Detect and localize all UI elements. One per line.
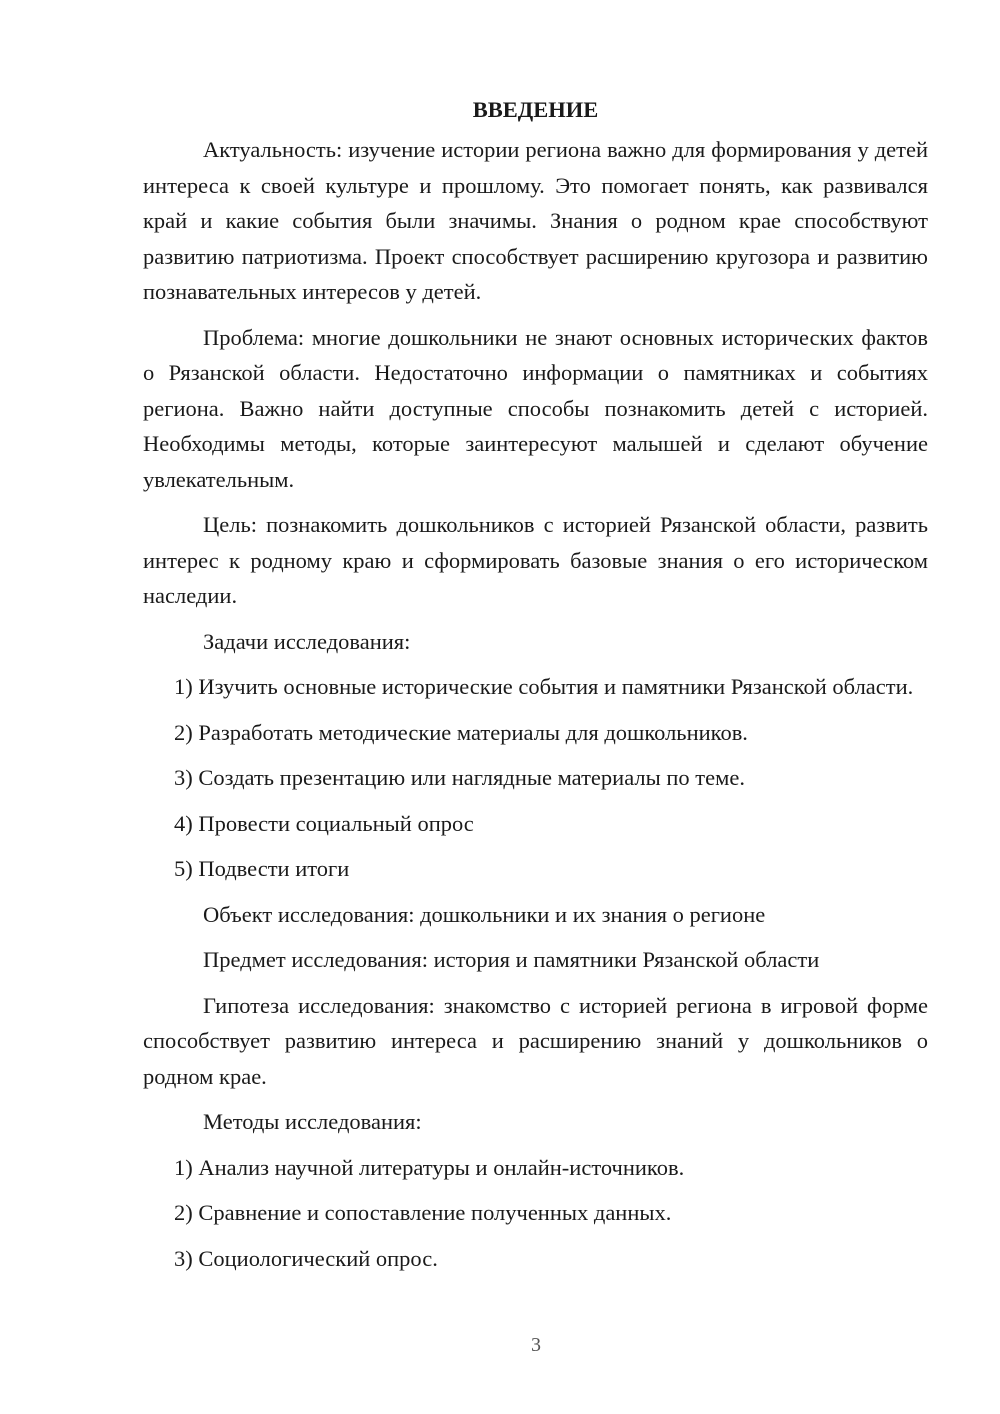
- hypothesis-paragraph: Гипотеза исследования: знакомство с историей региона в игровой форме способствует развитию интереса и расширению знаний у дошкольников о родном крае.: [143, 992, 928, 1089]
- task-item-2: 2) Разработать методические материалы для дошкольников.: [174, 719, 748, 745]
- method-item-2: 2) Сравнение и сопоставление полученных данных.: [174, 1200, 672, 1225]
- task-item-4: 4) Провести социальный опрос: [174, 810, 474, 836]
- research-subject: Предмет исследования: история и памятники Рязанской области: [203, 947, 820, 972]
- page-content: [143, 92, 928, 1286]
- section-title: ВВЕДЕНИЕ: [472, 97, 599, 122]
- relevance-paragraph: Актуальность: изучение истории региона важно для формирования у детей интереса к своей культуре и прошлому. Это помогает понять, как развивался край и какие события были значимы. Знания о родном крае способствуют развитию патриотизма. Проект способствует расширению кругозора и развитию познавательных интересов у детей.: [143, 137, 928, 304]
- tasks-heading: Задачи исследования:: [203, 628, 411, 654]
- page-number: 3: [531, 1334, 541, 1356]
- task-item-5: 5) Подвести итоги: [174, 856, 350, 881]
- methods-heading: Методы исследования:: [203, 1109, 422, 1134]
- method-item-1: 1) Анализ научной литературы и онлайн-источников.: [174, 1154, 685, 1180]
- research-object: Объект исследования: дошкольники и их знания о регионе: [203, 901, 766, 927]
- task-item-3: 3) Создать презентацию или наглядные материалы по теме.: [174, 765, 745, 790]
- goal-paragraph: Цель: познакомить дошкольников с историей Рязанской области, развить интерес к родному краю и сформировать базовые знания о его историческом наследии.: [143, 512, 928, 608]
- problem-paragraph: Проблема: многие дошкольники не знают основных исторических фактов о Рязанской области. Недостаточно информации о памятниках и событиях региона. Важно найти доступные способы познакомить детей с историей. Необходимы методы, которые заинтересуют малышей и сделают обучение увлекательным.: [143, 324, 928, 492]
- method-item-3: 3) Социологический опрос.: [174, 1245, 438, 1271]
- task-item-1: 1) Изучить основные исторические события и памятники Рязанской области.: [174, 674, 914, 699]
